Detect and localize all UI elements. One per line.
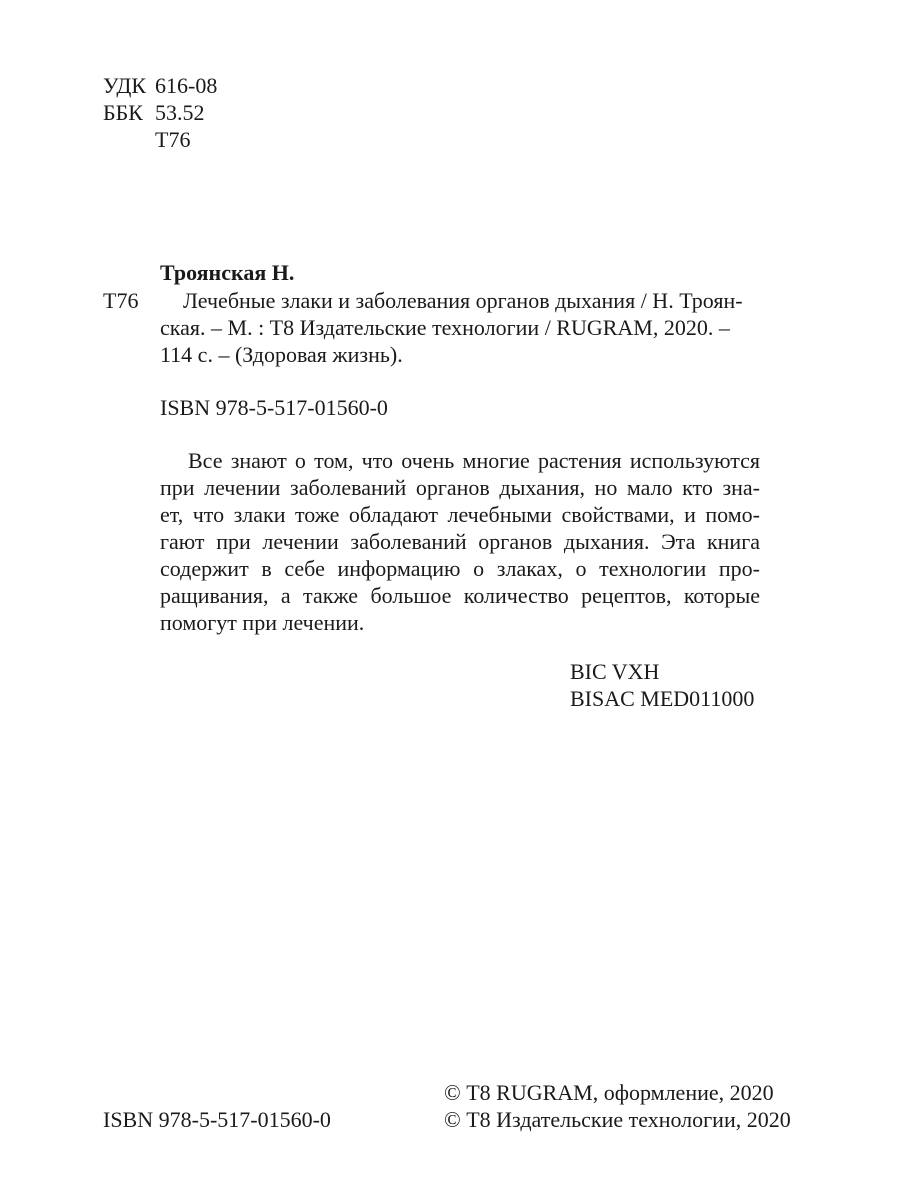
record-isbn: ISBN 978-5-517-01560-0 <box>160 395 388 420</box>
bbk-label: ББК <box>103 100 143 125</box>
record-title-line: Лечебные злаки и заболевания органов дыхания / Н. Троян- <box>183 288 743 313</box>
copyright-design: © Т8 RUGRAM, оформление, 2020 <box>444 1080 774 1105</box>
record-author-mark: Т76 <box>103 288 139 313</box>
footer-isbn: ISBN 978-5-517-01560-0 <box>103 1107 331 1132</box>
annotation-paragraph <box>160 447 760 636</box>
annotation-line: содержит в себе информацию о злаках, о технологии про- <box>160 556 760 581</box>
bbk-row <box>103 99 205 126</box>
udk-label: УДК <box>103 73 147 98</box>
bisac-code: BISAC MED011000 <box>570 686 755 711</box>
record-pages-line: 114 с. – (Здоровая жизнь). <box>160 342 403 367</box>
udk-value: 616-08 <box>155 73 218 98</box>
record-author: Троянская Н. <box>160 260 295 285</box>
annotation-line: гают при лечении заболеваний органов дыхания. Эта книга <box>160 529 760 554</box>
bbk-value: 53.52 <box>155 100 205 125</box>
annotation-line: ет, что злаки тоже обладают лечебными свойствами, и помо- <box>160 502 760 527</box>
copyright-publisher: © Т8 Издательские технологии, 2020 <box>444 1107 791 1132</box>
author-mark-top: Т76 <box>155 127 191 152</box>
bic-code: BIC VXH <box>570 659 660 684</box>
annotation-line: при лечении заболеваний органов дыхания, но мало кто зна- <box>160 475 760 500</box>
annotation-line: ращивания, а также большое количество рецептов, которые <box>160 583 760 608</box>
annotation-line: Все знают о том, что очень многие растения используются <box>188 448 760 473</box>
record-publisher-line: ская. – М. : Т8 Издательские технологии / RUGRAM, 2020. – <box>160 315 730 340</box>
annotation-line: помогут при лечении. <box>160 610 365 635</box>
udk-row <box>103 72 218 99</box>
